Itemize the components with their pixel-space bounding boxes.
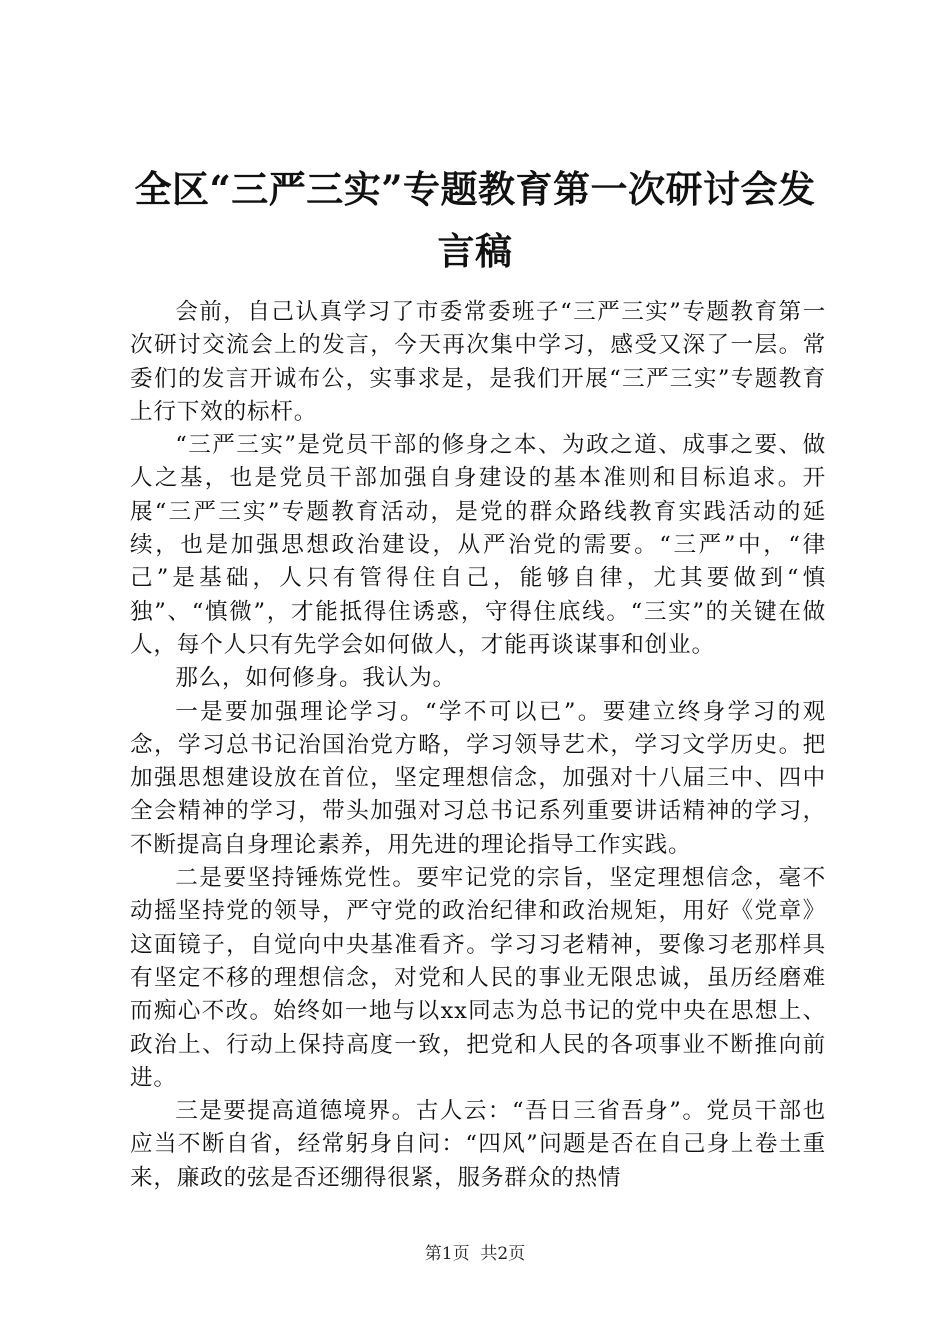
document-title: 全区“三严三实”专题教育第一次研讨会发言稿 (134, 167, 816, 273)
paragraph-2: “三严三实”是党员干部的修身之本、为政之道、成事之要、做人之基，也是党员干部加强自身建设的基本准则和目标追求。开展“三严三实”专题教育活动，是党的群众路线教育实践活动的延续，也是加强思想政治建设，从严治党的需要。“三严”中，“律己”是基础，人只有管得住自己，能够自律，尤其要做到“慎独”、“慎微”，才能抵得住诱惑，守得住底线。“三实”的关键在做人，每个人只有先学会如何做人，才能再谈谋事和创业。 (130, 432, 826, 658)
page-number: 第1页 (424, 1244, 470, 1264)
paragraph-3: 那么，如何修身。我认为。 (175, 665, 456, 692)
paragraph-5: 二是要坚持锤炼党性。要牢记党的宗旨，坚定理想信念，毫不动摇坚持党的领导，严守党的政治纪律和政治规矩，用好《党章》这面镜子，自觉向中央基准看齐。学习习老精神，要像习老那样具有坚定不移的理想信念，对党和人民的事业无限忠诚，虽历经磨难而痴心不改。始终如一地与以xx同志为总书记的党中央在思想上、政治上、行动上保持高度一致，把党和人民的各项事业不断推向前进。 (130, 865, 826, 1091)
page-total: 共2页 (480, 1244, 526, 1264)
footer-gap (470, 1244, 481, 1264)
page-footer (0, 1242, 950, 1266)
paragraph-4: 一是要加强理论学习。“学不可以已”。要建立终身学习的观念，学习总书记治国治党方略，学习领导艺术，学习文学历史。把加强思想建设放在首位，坚定理想信念，加强对十八届三中、四中全会精神的学习，带头加强对习总书记系列重要讲话精神的学习，不断提高自身理论素养，用先进的理论指导工作实践。 (130, 698, 826, 858)
paragraph-1: 会前，自己认真学习了市委常委班子“三严三实”专题教育第一次研讨交流会上的发言，今天再次集中学习，感受又深了一层。常委们的发言开诚布公，实事求是，是我们开展“三严三实”专题教育上行下效的标杆。 (130, 299, 826, 425)
paragraph-6: 三是要提高道德境界。古人云：“吾日三省吾身”。党员干部也应当不断自省，经常躬身自问：“四风”问题是否在自己身上卷土重来，廉政的弦是否还绷得很紧，服务群众的热情 (130, 1098, 826, 1191)
document-body (130, 296, 826, 1195)
